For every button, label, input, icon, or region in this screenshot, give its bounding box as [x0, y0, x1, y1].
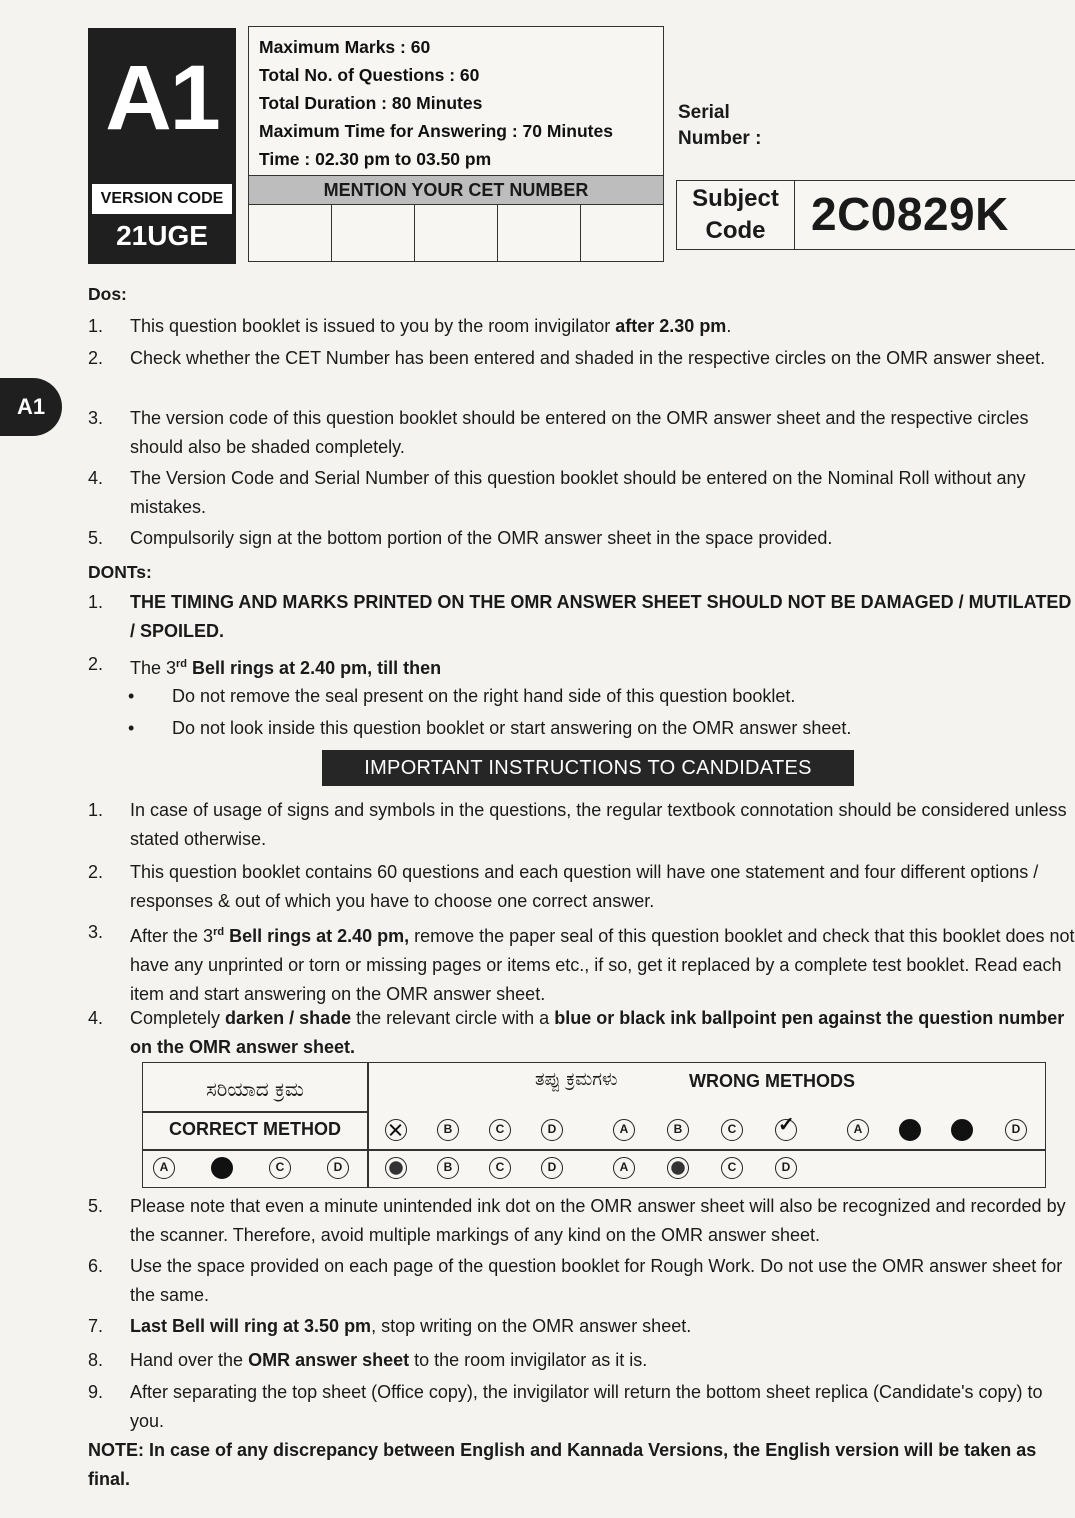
bubble-d: D	[541, 1157, 563, 1179]
bullet-text: Do not remove the seal present on the right hand side of this question booklet.	[172, 686, 796, 706]
item-text: Please note that even a minute unintended ink dot on the OMR answer sheet will also be recognized and recorded by the scanner. Therefore, avoid multiple markings of any kind on the OMR answer sheet.	[130, 1196, 1066, 1245]
subject-label-line1: Subject	[692, 185, 779, 212]
bubble-c: C	[721, 1157, 743, 1179]
bubble-ticked	[775, 1119, 797, 1141]
version-code: 21UGE	[116, 220, 208, 251]
item-number: 5.	[88, 1196, 104, 1216]
subject-code-box	[676, 180, 1075, 250]
bubble-a: A	[847, 1119, 869, 1141]
item-text: Use the space provided on each page of the question booklet for Rough Work. Do not use the OMR answer sheet for the same.	[130, 1256, 1063, 1305]
wrong-methods-label: WRONG METHODS	[689, 1071, 855, 1091]
item-number: 5.	[88, 528, 104, 548]
item-number: 1.	[88, 316, 104, 336]
bubble-c: C	[721, 1119, 743, 1141]
cet-cell[interactable]	[249, 205, 332, 261]
donts-title: DONTs:	[88, 562, 152, 582]
cet-cell[interactable]	[581, 205, 663, 261]
bubble-filled	[211, 1157, 233, 1179]
bubble-partial	[385, 1157, 407, 1179]
subject-code-label	[677, 181, 795, 249]
bubble-filled	[899, 1119, 921, 1141]
table-divider	[143, 1149, 1045, 1151]
bubble-crossed	[385, 1119, 407, 1141]
item-text: This question booklet is issued to you by the room invigilator after 2.30 pm.	[130, 316, 732, 336]
item-number: 7.	[88, 1316, 104, 1336]
item-number: 1.	[88, 592, 104, 612]
item-text: Check whether the CET Number has been entered and shaded in the respective circles on the OMR answer sheet.	[130, 348, 1046, 368]
cet-cell[interactable]	[332, 205, 415, 261]
cet-cell[interactable]	[498, 205, 581, 261]
correct-method-label: CORRECT METHOD	[169, 1119, 341, 1139]
item-number: 2.	[88, 862, 104, 882]
item-text: Completely darken / shade the relevant circle with a blue or black ink ballpoint pen against the question number on the OMR answer sheet.	[130, 1008, 1065, 1057]
item-number: 6.	[88, 1256, 104, 1276]
bubble-d: D	[775, 1157, 797, 1179]
info-total-questions: Total No. of Questions : 60	[259, 65, 480, 85]
info-max-marks: Maximum Marks : 60	[259, 37, 431, 57]
item-number: 3.	[88, 408, 104, 428]
item-text: In case of usage of signs and symbols in the questions, the regular textbook connotation should be considered unless stated otherwise.	[130, 800, 1067, 849]
bubble-filled	[951, 1119, 973, 1141]
info-max-time: Maximum Time for Answering : 70 Minutes	[259, 121, 613, 141]
bubble-d: D	[1005, 1119, 1027, 1141]
subject-label-line2: Code	[705, 217, 766, 244]
cet-number-bar: MENTION YOUR CET NUMBER	[249, 175, 663, 205]
item-number: 2.	[88, 348, 104, 368]
serial-label-line2: Number :	[678, 128, 762, 149]
cet-cell[interactable]	[415, 205, 498, 261]
item-text: Last Bell will ring at 3.50 pm, stop writing on the OMR answer sheet.	[130, 1316, 692, 1336]
item-number: 1.	[88, 800, 104, 820]
item-number: 4.	[88, 1008, 104, 1028]
serial-label-line1: Serial	[678, 102, 730, 123]
version-label-wrap	[92, 184, 232, 214]
item-text: The version code of this question booklet should be entered on the OMR answer sheet and the respective circles should also be shaded completely.	[130, 408, 1029, 457]
bubble-d: D	[327, 1157, 349, 1179]
table-divider	[143, 1111, 367, 1113]
bubble-b: B	[437, 1119, 459, 1141]
item-text: This question booklet contains 60 questions and each question will have one statement and four different options / responses & out of which you have to choose one correct answer.	[130, 862, 1039, 911]
item-number: 2.	[88, 654, 104, 674]
version-box	[88, 28, 236, 264]
exam-info-box	[248, 26, 664, 262]
item-number: 8.	[88, 1350, 104, 1370]
bubble-c: C	[489, 1157, 511, 1179]
item-text: Hand over the OMR answer sheet to the room invigilator as it is.	[130, 1350, 648, 1370]
bubble-c: C	[489, 1119, 511, 1141]
serial-number-label	[678, 100, 778, 152]
item-number: 4.	[88, 468, 104, 488]
dos-title: Dos:	[88, 284, 127, 304]
bullet-dot: •	[128, 686, 135, 706]
item-number: 9.	[88, 1382, 104, 1402]
version-label: VERSION CODE	[100, 190, 224, 207]
bubble-b: B	[437, 1157, 459, 1179]
version-side-tab: A1	[0, 378, 62, 436]
bubble-d: D	[541, 1119, 563, 1141]
note-text: NOTE: In case of any discrepancy between English and Kannada Versions, the English version will be taken as final.	[88, 1440, 1037, 1489]
item-text: The Version Code and Serial Number of this question booklet should be entered on the Nominal Roll without any mistakes.	[130, 468, 1026, 517]
version-big: A1	[105, 47, 219, 149]
item-text: After separating the top sheet (Office copy), the invigilator will return the bottom sheet replica (Candidate's copy) to you.	[130, 1382, 1043, 1431]
bubble-partial	[667, 1157, 689, 1179]
bubble-a: A	[613, 1157, 635, 1179]
info-time: Time : 02.30 pm to 03.50 pm	[259, 149, 492, 169]
item-text: The 3rd Bell rings at 2.40 pm, till then	[130, 658, 442, 678]
item-text: After the 3rd Bell rings at 2.40 pm, remove the paper seal of this question booklet and check that this booklet does not have any unprinted or torn or missing pages or items etc., if so, get it replaced by a complete test booklet. Read each item and start answering on the OMR answer sheet.	[130, 926, 1075, 1004]
bubble-b: B	[667, 1119, 689, 1141]
subject-code: 2C0829K	[811, 188, 1009, 240]
item-number: 3.	[88, 922, 104, 942]
cet-number-cells	[249, 205, 663, 261]
bubble-c: C	[269, 1157, 291, 1179]
bubble-a: A	[153, 1157, 175, 1179]
marking-methods-table	[142, 1062, 1046, 1188]
info-total-duration: Total Duration : 80 Minutes	[259, 93, 483, 113]
bubble-a: A	[613, 1119, 635, 1141]
kannada-correct-label: ಸರಿಯಾದ ಕ್ರಮ	[206, 1077, 304, 1101]
bullet-dot: •	[128, 718, 135, 738]
table-divider	[367, 1063, 369, 1187]
item-text: Compulsorily sign at the bottom portion of the OMR answer sheet in the space provided.	[130, 528, 833, 548]
item-text: THE TIMING AND MARKS PRINTED ON THE OMR ANSWER SHEET SHOULD NOT BE DAMAGED / MUTILATED / SPOILED.	[130, 592, 1072, 641]
kannada-wrong-label: ತಪ್ಪು ಕ್ರಮಗಳು	[535, 1069, 618, 1090]
instructions-banner: IMPORTANT INSTRUCTIONS TO CANDIDATES	[322, 750, 854, 786]
bullet-text: Do not look inside this question booklet or start answering on the OMR answer sheet.	[172, 718, 852, 738]
